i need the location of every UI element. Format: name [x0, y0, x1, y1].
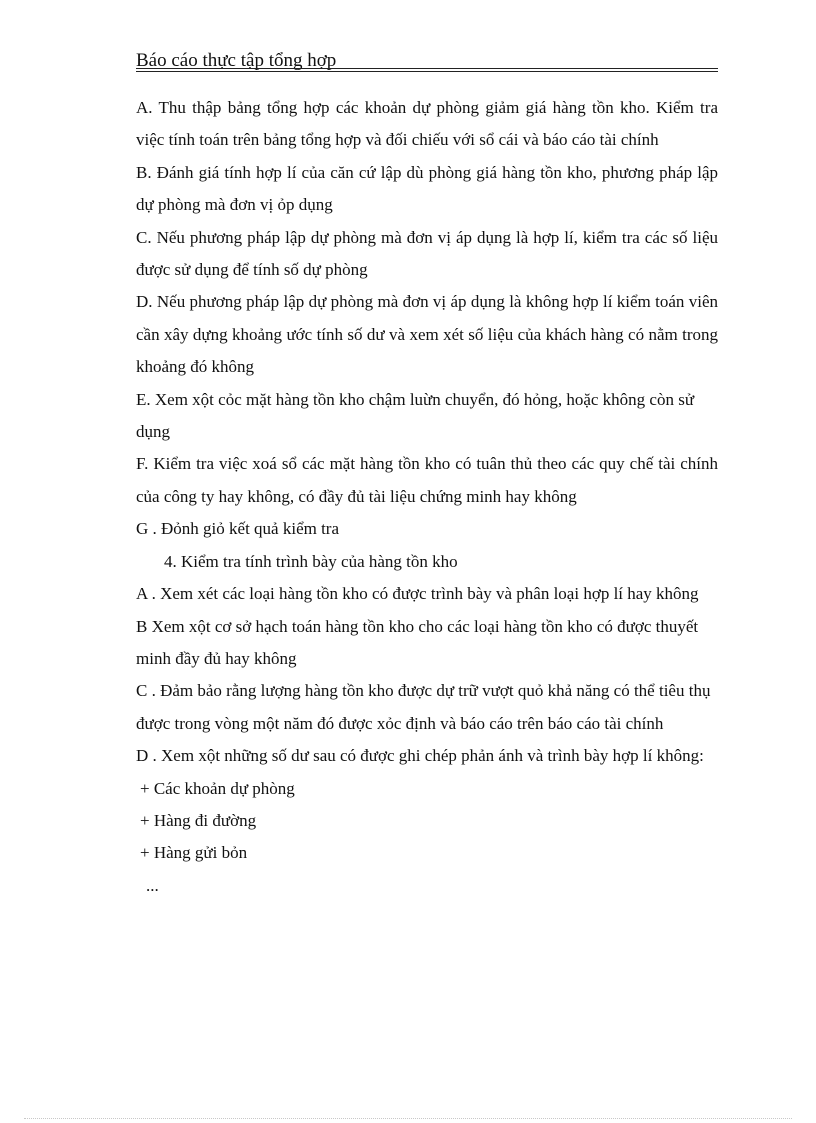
ellipsis: ... [146, 875, 159, 895]
section-heading-4: 4. Kiểm tra tính trình bày của hàng tồn kho [164, 551, 458, 571]
paragraph-a-collect: A. Thu thập bảng tổng hợp các khoản dự phòng giảm giá hàng tồn kho. Kiểm tra việc tính toán trên bảng tổng hợp và đối chiếu với sổ cái và báo cáo tài chính [136, 98, 718, 150]
paragraph-g-result: G . Đỏnh giỏ kết quả kiểm tra [136, 519, 340, 539]
paragraph-a-presentation: A . Xem xét các loại hàng tồn kho có được trình bày và phân loại hợp lí hay không [136, 584, 699, 604]
paragraph-f-writeoff: F. Kiểm tra việc xoá sổ các mặt hàng tồn kho có tuân thủ theo các quy chế tài chính của công ty hay không, có đầy đủ tài liệu chứng minh hay không [136, 454, 718, 506]
page-header-title: Báo cáo thực tập tổng hợp [136, 50, 337, 71]
header-rule-top [136, 68, 718, 69]
document-body [136, 92, 718, 902]
page-bottom-dotted-border [24, 1118, 792, 1119]
paragraph-e-review: E. Xem xột cỏc mặt hàng tồn kho chậm luừn chuyển, đó hỏng, hoặc không còn sử dụng [136, 389, 695, 442]
paragraph-c-check-data: C. Nếu phương pháp lập dự phòng mà đơn vị áp dụng là hợp lí, kiểm tra các số liệu được sử dụng để tính số dự phòng [136, 227, 718, 280]
paragraph-b-basis: B Xem xột cơ sở hạch toán hàng tồn kho cho các loại hàng tồn kho có được thuyết minh đầy đủ hay không [136, 616, 699, 668]
header-rule-bottom [136, 71, 718, 72]
paragraph-d-balances: D . Xem xột những số dư sau có được ghi chép phản ánh và trình bày hợp lí không: [136, 746, 704, 766]
bullet-provisions: + Các khoản dự phòng [140, 778, 295, 798]
paragraph-b-evaluate: B. Đánh giá tính hợp lí của căn cứ lập dù phòng giá hàng tồn kho, phương pháp lập dự phòng mà đơn vị ỏp dụng [136, 162, 718, 215]
bullet-goods-in-transit: + Hàng đi đường [140, 810, 257, 830]
paragraph-c-reserve: C . Đảm bảo rằng lượng hàng tồn kho được dự trữ vượt quỏ khả năng có thể tiêu thụ được trong vòng một năm đó được xỏc định và báo cáo trên báo cáo tài chính [136, 681, 711, 733]
bullet-consigned-goods: + Hàng gửi bỏn [140, 843, 248, 863]
paragraph-d-estimate: D. Nếu phương pháp lập dự phòng mà đơn vị áp dụng là không hợp lí kiểm toán viên cần xây dựng khoảng ước tính số dư và xem xét số liệu của khách hàng có nằm trong khoảng đó không [136, 292, 718, 377]
